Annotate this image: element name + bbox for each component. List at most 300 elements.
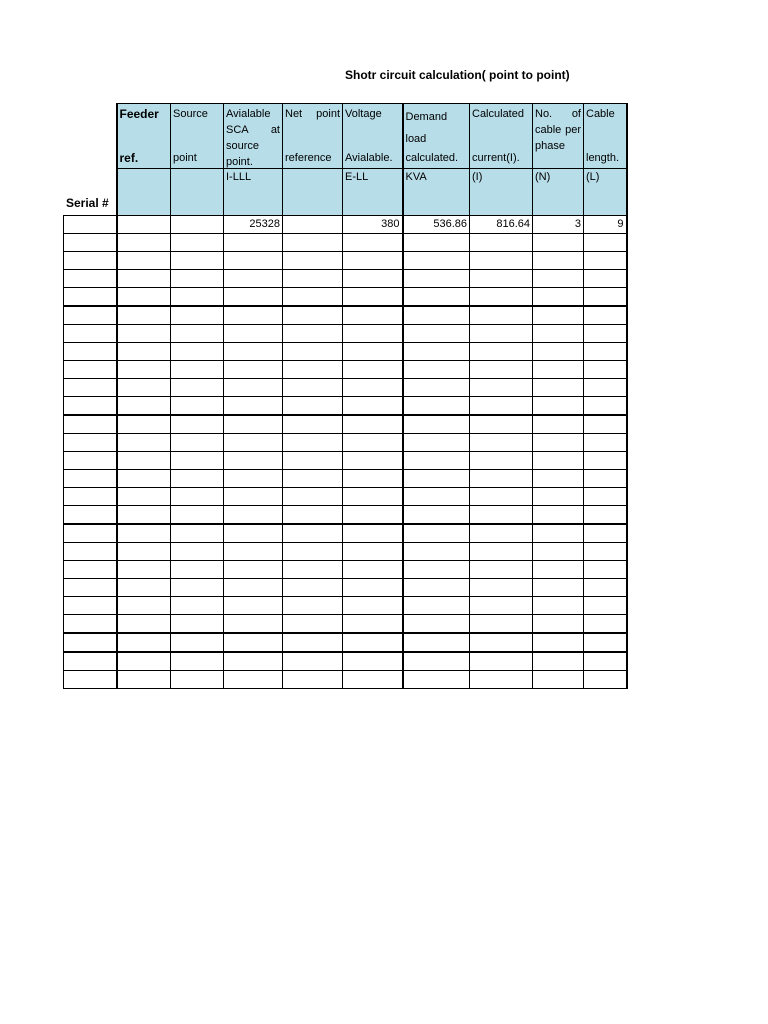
cell-feeder[interactable] <box>117 343 171 361</box>
cell-current[interactable] <box>470 379 533 397</box>
cell-feeder[interactable] <box>117 488 171 506</box>
cell-voltage[interactable]: 380 <box>343 216 403 234</box>
unit-source[interactable] <box>171 169 224 216</box>
cell-demand[interactable] <box>403 270 470 288</box>
cell-sca[interactable] <box>224 252 283 270</box>
cell-source[interactable] <box>171 671 224 689</box>
cell-serial[interactable] <box>64 615 117 634</box>
cell-source[interactable] <box>171 361 224 379</box>
cell-length[interactable] <box>584 415 627 434</box>
cell-cables[interactable] <box>533 524 584 543</box>
cell-demand[interactable] <box>403 615 470 634</box>
cell-feeder[interactable] <box>117 633 171 652</box>
cell-feeder[interactable] <box>117 597 171 615</box>
header-demand[interactable]: Demand load calculated. <box>403 104 470 169</box>
cell-cables[interactable] <box>533 488 584 506</box>
cell-feeder[interactable] <box>117 434 171 452</box>
cell-feeder[interactable] <box>117 470 171 488</box>
cell-sca[interactable] <box>224 361 283 379</box>
cell-demand[interactable] <box>403 524 470 543</box>
cell-voltage[interactable] <box>343 579 403 597</box>
cell-cables[interactable] <box>533 252 584 270</box>
cell-demand[interactable] <box>403 252 470 270</box>
cell-net[interactable] <box>283 452 343 470</box>
cell-length[interactable] <box>584 524 627 543</box>
cell-source[interactable] <box>171 524 224 543</box>
cell-cables[interactable] <box>533 361 584 379</box>
cell-cables[interactable] <box>533 415 584 434</box>
cell-current[interactable] <box>470 288 533 307</box>
cell-sca[interactable] <box>224 306 283 325</box>
cell-voltage[interactable] <box>343 488 403 506</box>
cell-sca[interactable] <box>224 343 283 361</box>
cell-feeder[interactable] <box>117 543 171 561</box>
cell-net[interactable] <box>283 488 343 506</box>
cell-serial[interactable] <box>64 543 117 561</box>
cell-sca[interactable] <box>224 415 283 434</box>
unit-feeder[interactable] <box>117 169 171 216</box>
table-row <box>64 452 627 470</box>
table-row <box>64 434 627 452</box>
header-sca[interactable]: Avialable SCA at source point. <box>224 104 283 169</box>
unit-length[interactable]: (L) <box>584 169 627 216</box>
cell-cables[interactable] <box>533 288 584 307</box>
cell-current[interactable] <box>470 306 533 325</box>
cell-net[interactable] <box>283 434 343 452</box>
table-row <box>64 361 627 379</box>
cell-net[interactable] <box>283 361 343 379</box>
cell-length[interactable] <box>584 615 627 634</box>
cell-feeder[interactable] <box>117 506 171 525</box>
cell-length[interactable] <box>584 633 627 652</box>
cell-net[interactable] <box>283 306 343 325</box>
cell-sca[interactable] <box>224 488 283 506</box>
cell-demand[interactable] <box>403 579 470 597</box>
cell-voltage[interactable] <box>343 397 403 416</box>
cell-demand[interactable] <box>403 361 470 379</box>
table-row <box>64 615 627 634</box>
cell-source[interactable] <box>171 270 224 288</box>
header-net-point[interactable]: Net point reference <box>283 104 343 169</box>
cell-length[interactable] <box>584 325 627 343</box>
table-row <box>64 579 627 597</box>
cell-demand[interactable] <box>403 488 470 506</box>
cell-net[interactable] <box>283 470 343 488</box>
cell-cables[interactable] <box>533 234 584 252</box>
cell-length[interactable] <box>584 579 627 597</box>
table-row <box>64 234 627 252</box>
cell-current[interactable] <box>470 325 533 343</box>
cell-length[interactable] <box>584 488 627 506</box>
table-row <box>64 633 627 652</box>
cell-current[interactable] <box>470 488 533 506</box>
header-feeder[interactable]: Feeder ref. <box>117 104 171 169</box>
unit-voltage[interactable]: E-LL <box>343 169 403 216</box>
cell-current[interactable] <box>470 506 533 525</box>
cell-serial[interactable] <box>64 252 117 270</box>
cell-feeder[interactable] <box>117 524 171 543</box>
cell-net[interactable] <box>283 615 343 634</box>
table-row <box>64 597 627 615</box>
cell-sca[interactable] <box>224 325 283 343</box>
table-row <box>64 343 627 361</box>
table-row <box>64 252 627 270</box>
cell-voltage[interactable] <box>343 524 403 543</box>
cell-net[interactable] <box>283 216 343 234</box>
cell-length[interactable] <box>584 288 627 307</box>
cell-demand[interactable] <box>403 671 470 689</box>
table-row <box>64 488 627 506</box>
cell-cables[interactable] <box>533 434 584 452</box>
cell-length[interactable] <box>584 252 627 270</box>
table-row <box>64 325 627 343</box>
cell-demand[interactable] <box>403 452 470 470</box>
cell-net[interactable] <box>283 579 343 597</box>
cell-net[interactable] <box>283 288 343 307</box>
table-row <box>64 671 627 689</box>
cell-current[interactable] <box>470 397 533 416</box>
cell-cables[interactable] <box>533 452 584 470</box>
cell-source[interactable] <box>171 597 224 615</box>
cell-current[interactable] <box>470 615 533 634</box>
cell-net[interactable] <box>283 543 343 561</box>
cell-length[interactable] <box>584 343 627 361</box>
cell-feeder[interactable] <box>117 379 171 397</box>
cell-current[interactable] <box>470 561 533 579</box>
cell-cables[interactable] <box>533 506 584 525</box>
cell-source[interactable] <box>171 216 224 234</box>
cell-voltage[interactable] <box>343 652 403 671</box>
cell-demand[interactable] <box>403 470 470 488</box>
cell-net[interactable] <box>283 270 343 288</box>
cell-voltage[interactable] <box>343 415 403 434</box>
header-source[interactable]: Source point <box>171 104 224 169</box>
cell-serial[interactable] <box>64 288 117 307</box>
cell-demand[interactable] <box>403 397 470 416</box>
cell-voltage[interactable] <box>343 343 403 361</box>
table-row <box>64 415 627 434</box>
cell-voltage[interactable] <box>343 597 403 615</box>
cell-cables[interactable] <box>533 579 584 597</box>
header-voltage[interactable]: Voltage Avialable. <box>343 104 403 169</box>
cell-feeder[interactable] <box>117 288 171 307</box>
cell-net[interactable] <box>283 252 343 270</box>
cell-demand[interactable] <box>403 325 470 343</box>
cell-length[interactable] <box>584 234 627 252</box>
cell-current[interactable] <box>470 434 533 452</box>
cell-current[interactable] <box>470 633 533 652</box>
cell-voltage[interactable] <box>343 506 403 525</box>
cell-serial[interactable] <box>64 325 117 343</box>
header-length[interactable]: Cable length. <box>584 104 627 169</box>
table-row <box>64 306 627 325</box>
cell-net[interactable] <box>283 506 343 525</box>
cell-source[interactable] <box>171 615 224 634</box>
cell-sca[interactable] <box>224 506 283 525</box>
cell-feeder[interactable] <box>117 415 171 434</box>
cell-feeder[interactable] <box>117 615 171 634</box>
cell-demand[interactable] <box>403 633 470 652</box>
cell-demand[interactable] <box>403 561 470 579</box>
cell-net[interactable] <box>283 397 343 416</box>
cell-feeder[interactable] <box>117 671 171 689</box>
cell-serial[interactable] <box>64 488 117 506</box>
cell-length[interactable] <box>584 452 627 470</box>
cell-serial[interactable] <box>64 379 117 397</box>
table-row <box>64 543 627 561</box>
cell-source[interactable] <box>171 561 224 579</box>
cell-serial[interactable] <box>64 579 117 597</box>
cell-sca[interactable] <box>224 470 283 488</box>
unit-demand[interactable]: KVA <box>403 169 470 216</box>
table-row <box>64 561 627 579</box>
cell-sca[interactable] <box>224 397 283 416</box>
cell-demand[interactable] <box>403 415 470 434</box>
cell-net[interactable] <box>283 671 343 689</box>
cell-feeder[interactable] <box>117 234 171 252</box>
cell-net[interactable] <box>283 633 343 652</box>
cell-current[interactable] <box>470 452 533 470</box>
cell-voltage[interactable] <box>343 234 403 252</box>
cell-length[interactable] <box>584 506 627 525</box>
cell-sca[interactable]: 25328 <box>224 216 283 234</box>
cell-feeder[interactable] <box>117 579 171 597</box>
cell-current[interactable] <box>470 597 533 615</box>
cell-source[interactable] <box>171 434 224 452</box>
cell-demand[interactable] <box>403 652 470 671</box>
cell-sca[interactable] <box>224 379 283 397</box>
cell-feeder[interactable] <box>117 252 171 270</box>
cell-feeder[interactable] <box>117 216 171 234</box>
cell-demand[interactable] <box>403 506 470 525</box>
cell-source[interactable] <box>171 633 224 652</box>
cell-demand[interactable] <box>403 234 470 252</box>
unit-sca[interactable]: I-LLL <box>224 169 283 216</box>
table-row <box>64 506 627 525</box>
cell-voltage[interactable] <box>343 306 403 325</box>
cell-current[interactable] <box>470 543 533 561</box>
cell-net[interactable] <box>283 234 343 252</box>
cell-length[interactable]: 9 <box>584 216 627 234</box>
cell-serial[interactable] <box>64 524 117 543</box>
cell-length[interactable] <box>584 652 627 671</box>
cell-serial[interactable] <box>64 452 117 470</box>
cell-feeder[interactable] <box>117 361 171 379</box>
unit-net-point[interactable] <box>283 169 343 216</box>
cell-current[interactable] <box>470 252 533 270</box>
cell-feeder[interactable] <box>117 452 171 470</box>
cell-cables[interactable] <box>533 633 584 652</box>
cell-sca[interactable] <box>224 579 283 597</box>
unit-cables[interactable]: (N) <box>533 169 584 216</box>
cell-net[interactable] <box>283 415 343 434</box>
cell-source[interactable] <box>171 488 224 506</box>
cell-source[interactable] <box>171 415 224 434</box>
cell-length[interactable] <box>584 470 627 488</box>
cell-serial[interactable] <box>64 270 117 288</box>
cell-sca[interactable] <box>224 434 283 452</box>
cell-current[interactable]: 816.64 <box>470 216 533 234</box>
cell-serial[interactable] <box>64 234 117 252</box>
cell-length[interactable] <box>584 597 627 615</box>
cell-feeder[interactable] <box>117 270 171 288</box>
cell-length[interactable] <box>584 434 627 452</box>
cell-cables[interactable]: 3 <box>533 216 584 234</box>
cell-source[interactable] <box>171 306 224 325</box>
cell-cables[interactable] <box>533 543 584 561</box>
header-current[interactable]: Calculated current(I). <box>470 104 533 169</box>
cell-length[interactable] <box>584 561 627 579</box>
cell-cables[interactable] <box>533 306 584 325</box>
cell-sca[interactable] <box>224 524 283 543</box>
cell-voltage[interactable] <box>343 470 403 488</box>
cell-current[interactable] <box>470 671 533 689</box>
cell-source[interactable] <box>171 543 224 561</box>
cell-cables[interactable] <box>533 470 584 488</box>
cell-current[interactable] <box>470 361 533 379</box>
cell-feeder[interactable] <box>117 325 171 343</box>
cell-sca[interactable] <box>224 615 283 634</box>
cell-voltage[interactable] <box>343 543 403 561</box>
cell-net[interactable] <box>283 343 343 361</box>
cell-sca[interactable] <box>224 597 283 615</box>
cell-voltage[interactable] <box>343 671 403 689</box>
cell-voltage[interactable] <box>343 252 403 270</box>
cell-demand[interactable] <box>403 343 470 361</box>
cell-serial[interactable] <box>64 415 117 434</box>
cell-demand[interactable] <box>403 379 470 397</box>
table-row <box>64 470 627 488</box>
cell-length[interactable] <box>584 306 627 325</box>
cell-cables[interactable] <box>533 270 584 288</box>
cell-net[interactable] <box>283 561 343 579</box>
cell-cables[interactable] <box>533 615 584 634</box>
header-cables[interactable]: No. of cable per phase <box>533 104 584 169</box>
cell-net[interactable] <box>283 524 343 543</box>
cell-serial[interactable] <box>64 597 117 615</box>
cell-net[interactable] <box>283 325 343 343</box>
cell-net[interactable] <box>283 652 343 671</box>
cell-serial[interactable] <box>64 434 117 452</box>
unit-current[interactable]: (I) <box>470 169 533 216</box>
cell-serial[interactable] <box>64 470 117 488</box>
cell-source[interactable] <box>171 288 224 307</box>
cell-source[interactable] <box>171 470 224 488</box>
sheet-title: Shotr circuit calculation( point to point) <box>345 68 570 82</box>
cell-voltage[interactable] <box>343 615 403 634</box>
cell-cables[interactable] <box>533 597 584 615</box>
cell-serial[interactable] <box>64 361 117 379</box>
cell-cables[interactable] <box>533 325 584 343</box>
cell-voltage[interactable] <box>343 288 403 307</box>
cell-cables[interactable] <box>533 397 584 416</box>
cell-cables[interactable] <box>533 379 584 397</box>
cell-serial[interactable] <box>64 633 117 652</box>
cell-length[interactable] <box>584 397 627 416</box>
cell-current[interactable] <box>470 415 533 434</box>
cell-serial[interactable] <box>64 506 117 525</box>
cell-source[interactable] <box>171 506 224 525</box>
cell-sca[interactable] <box>224 561 283 579</box>
cell-current[interactable] <box>470 270 533 288</box>
cell-sca[interactable] <box>224 234 283 252</box>
cell-sca[interactable] <box>224 543 283 561</box>
cell-feeder[interactable] <box>117 652 171 671</box>
cell-voltage[interactable] <box>343 452 403 470</box>
cell-current[interactable] <box>470 234 533 252</box>
cell-current[interactable] <box>470 343 533 361</box>
cell-sca[interactable] <box>224 270 283 288</box>
cell-demand[interactable] <box>403 597 470 615</box>
cell-source[interactable] <box>171 652 224 671</box>
cell-source[interactable] <box>171 452 224 470</box>
table-row <box>64 524 627 543</box>
cell-current[interactable] <box>470 579 533 597</box>
cell-feeder[interactable] <box>117 306 171 325</box>
cell-serial[interactable] <box>64 652 117 671</box>
cell-sca[interactable] <box>224 633 283 652</box>
cell-serial[interactable] <box>64 671 117 689</box>
cell-feeder[interactable] <box>117 397 171 416</box>
cell-source[interactable] <box>171 579 224 597</box>
cell-voltage[interactable] <box>343 379 403 397</box>
cell-current[interactable] <box>470 470 533 488</box>
cell-voltage[interactable] <box>343 270 403 288</box>
cell-demand[interactable] <box>403 306 470 325</box>
cell-cables[interactable] <box>533 343 584 361</box>
cell-demand[interactable] <box>403 434 470 452</box>
cell-voltage[interactable] <box>343 325 403 343</box>
cell-length[interactable] <box>584 671 627 689</box>
cell-net[interactable] <box>283 597 343 615</box>
cell-source[interactable] <box>171 379 224 397</box>
cell-cables[interactable] <box>533 561 584 579</box>
cell-source[interactable] <box>171 325 224 343</box>
cell-demand[interactable] <box>403 288 470 307</box>
cell-length[interactable] <box>584 379 627 397</box>
cell-length[interactable] <box>584 543 627 561</box>
cell-sca[interactable] <box>224 288 283 307</box>
cell-demand[interactable]: 536.86 <box>403 216 470 234</box>
cell-length[interactable] <box>584 270 627 288</box>
cell-source[interactable] <box>171 252 224 270</box>
cell-voltage[interactable] <box>343 633 403 652</box>
cell-current[interactable] <box>470 524 533 543</box>
cell-cables[interactable] <box>533 652 584 671</box>
cell-feeder[interactable] <box>117 561 171 579</box>
cell-current[interactable] <box>470 652 533 671</box>
cell-voltage[interactable] <box>343 361 403 379</box>
cell-voltage[interactable] <box>343 434 403 452</box>
cell-serial[interactable] <box>64 397 117 416</box>
cell-voltage[interactable] <box>343 561 403 579</box>
cell-serial[interactable] <box>64 306 117 325</box>
cell-cables[interactable] <box>533 671 584 689</box>
cell-serial[interactable] <box>64 216 117 234</box>
cell-sca[interactable] <box>224 652 283 671</box>
cell-source[interactable] <box>171 234 224 252</box>
cell-length[interactable] <box>584 361 627 379</box>
table-row <box>64 270 627 288</box>
cell-source[interactable] <box>171 343 224 361</box>
cell-sca[interactable] <box>224 452 283 470</box>
cell-source[interactable] <box>171 397 224 416</box>
cell-serial[interactable] <box>64 561 117 579</box>
cell-sca[interactable] <box>224 671 283 689</box>
cell-demand[interactable] <box>403 543 470 561</box>
cell-serial[interactable] <box>64 343 117 361</box>
cell-net[interactable] <box>283 379 343 397</box>
